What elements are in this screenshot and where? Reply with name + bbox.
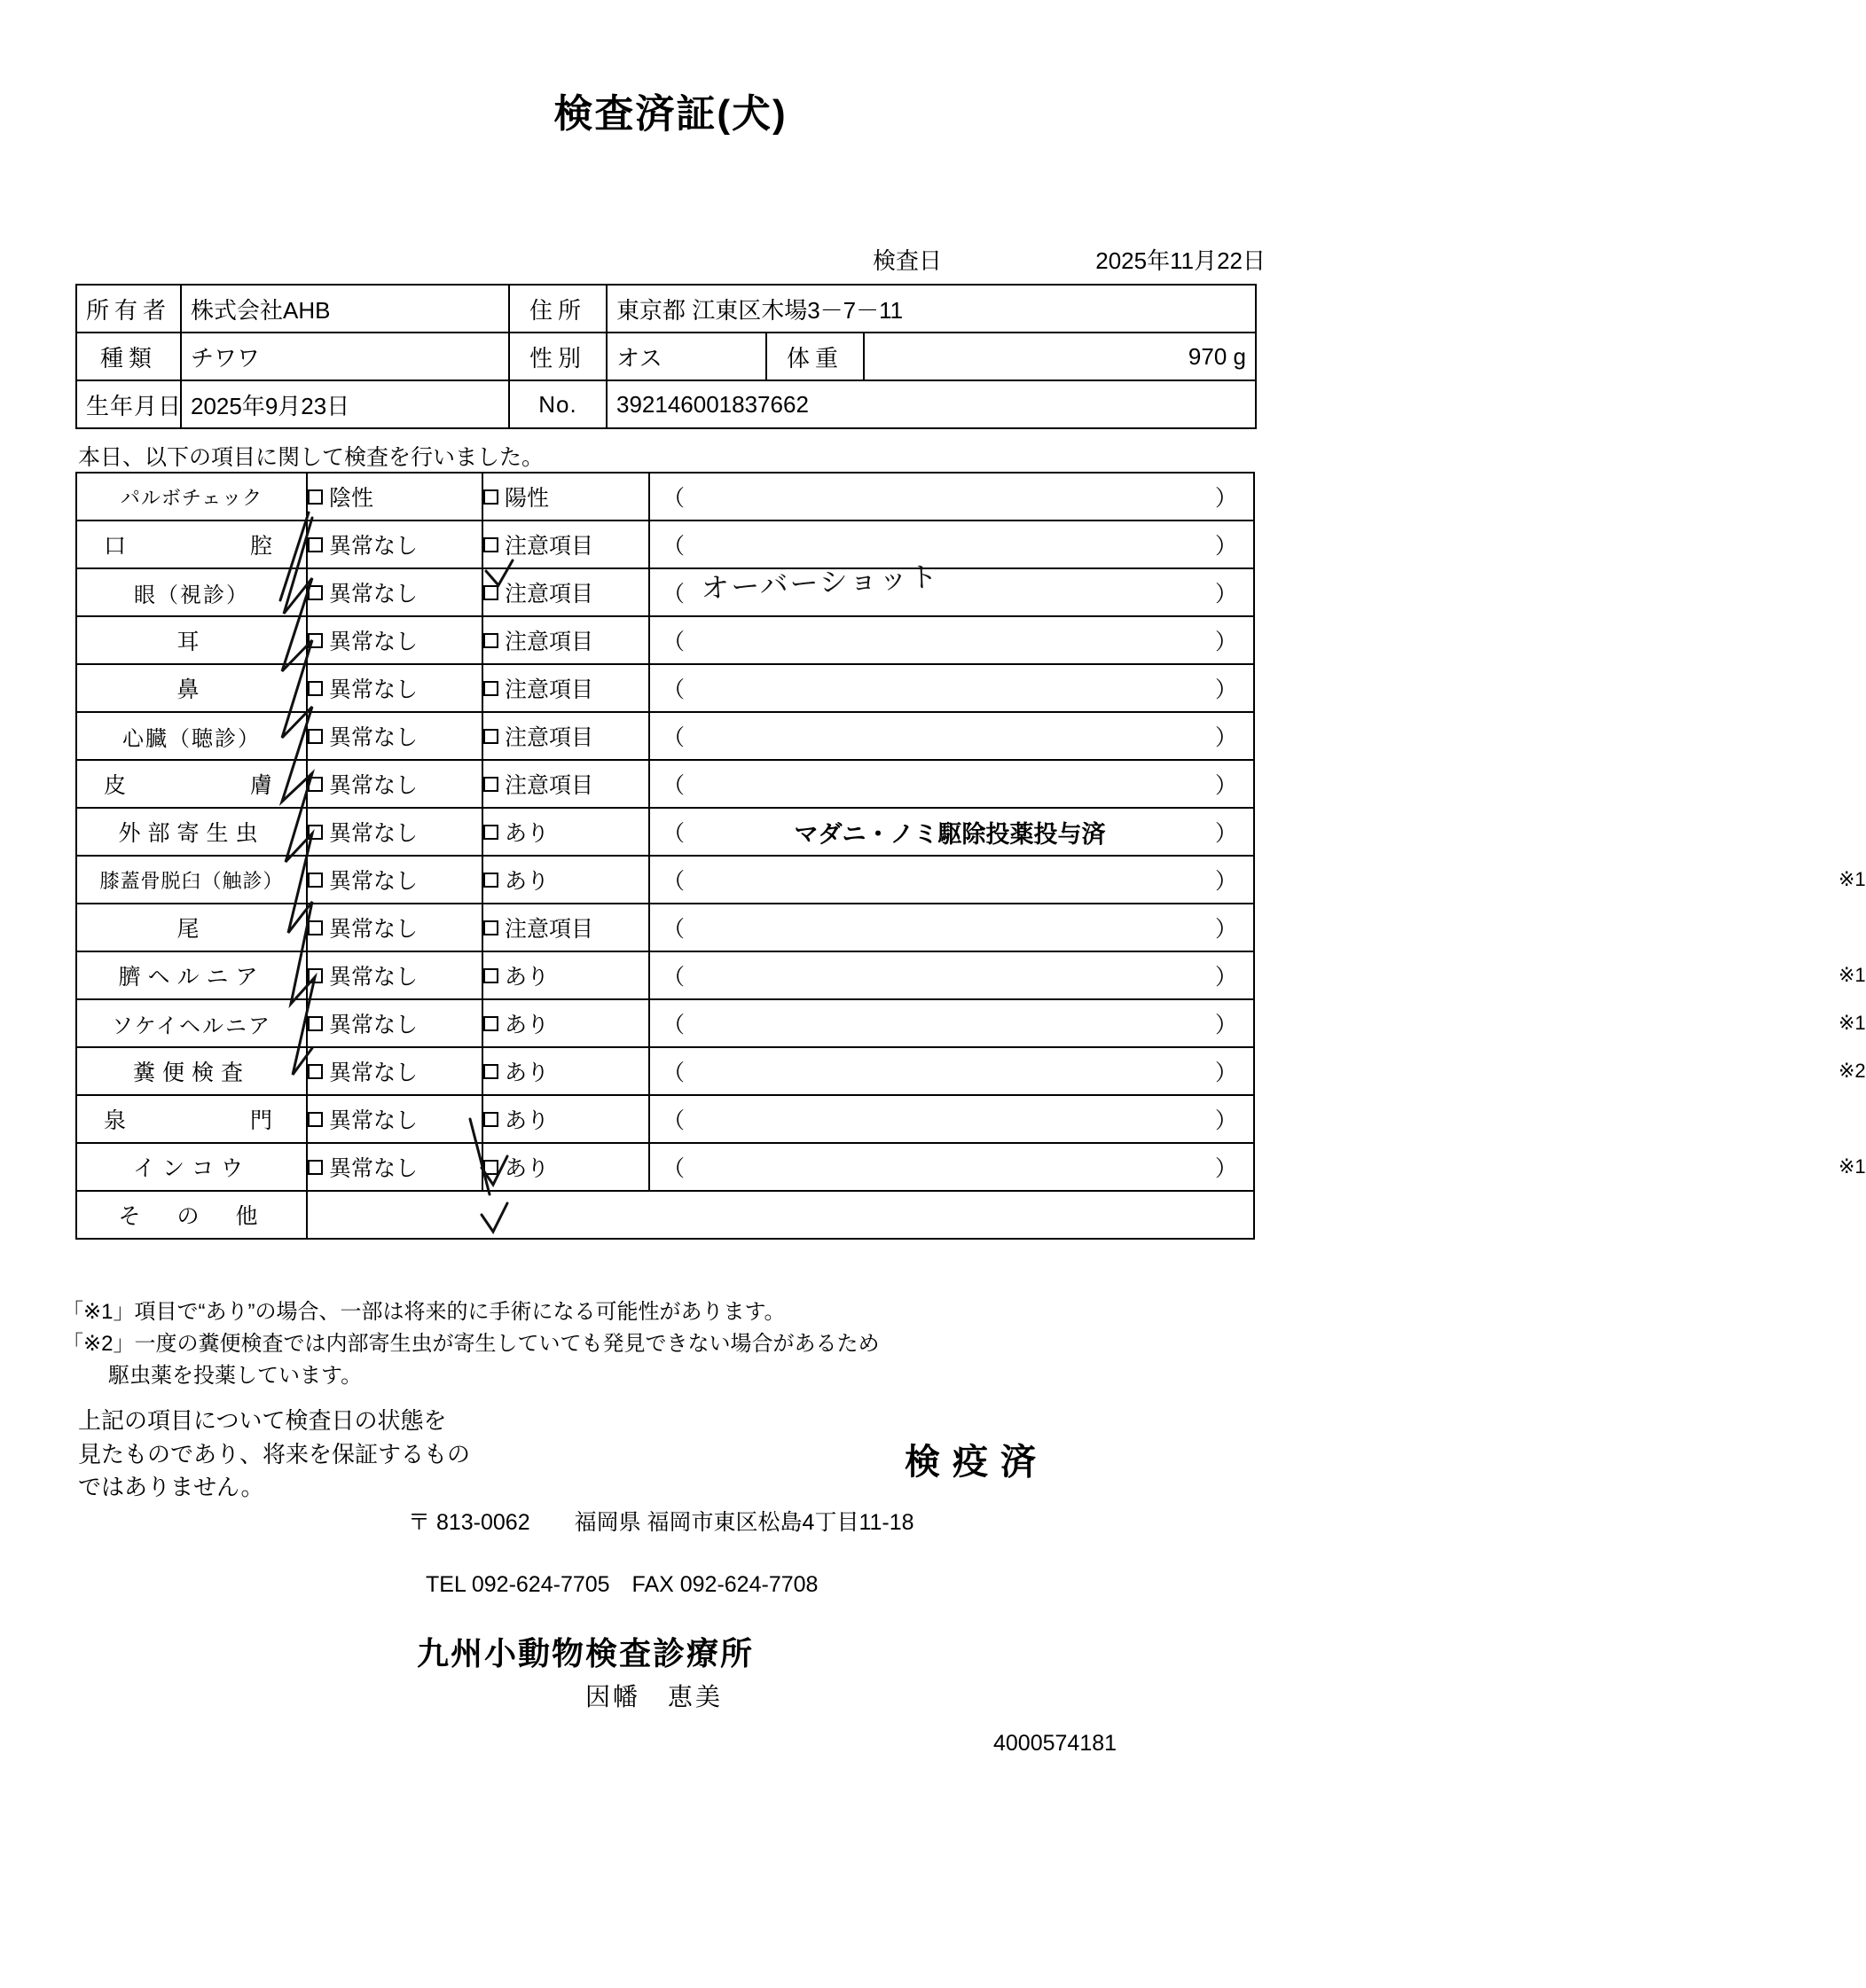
checklist-item-label	[76, 999, 307, 1047]
option-b-label: 注意項目	[505, 534, 594, 559]
checkbox-icon[interactable]	[308, 920, 323, 935]
checkbox-icon[interactable]	[483, 777, 498, 792]
checklist-option-b[interactable]	[482, 473, 649, 520]
disclaimer-line-2: 見たものであり、将来を保証するもの	[78, 1440, 471, 1468]
checklist-row	[76, 473, 1254, 520]
checklist-item-label	[76, 712, 307, 760]
weight-label: 体重	[766, 333, 864, 380]
paren-close: ）	[1214, 773, 1237, 798]
paren-close: ）	[1214, 1013, 1237, 1037]
table-row	[76, 380, 1256, 428]
checkbox-icon[interactable]	[483, 920, 498, 935]
microchip-no-value: 392146001837662	[607, 380, 1256, 428]
option-b-label: あり	[505, 1108, 550, 1133]
checklist-item-label	[76, 1047, 307, 1095]
checklist-remark-cell[interactable]	[649, 473, 1254, 520]
checkbox-icon[interactable]	[483, 1160, 498, 1175]
checkbox-icon[interactable]	[308, 489, 323, 505]
paren-open: （	[663, 486, 686, 511]
checklist-remark-cell[interactable]	[649, 568, 1254, 616]
option-b-label: あり	[505, 1156, 550, 1181]
checklist-item-text: 外部寄生虫	[118, 821, 265, 846]
paren-close: ）	[1214, 582, 1237, 607]
page-title: 検査済証(犬)	[553, 92, 788, 136]
checkbox-icon[interactable]	[483, 729, 498, 744]
checklist-item-text: 口 腔	[103, 534, 279, 559]
checklist-remark-cell[interactable]	[649, 951, 1866, 999]
checkbox-icon[interactable]	[483, 633, 498, 648]
clinic-name: 九州小動物検査診療所	[417, 1635, 755, 1671]
checklist-remark-cell[interactable]	[649, 760, 1254, 808]
checkbox-icon[interactable]	[308, 681, 323, 696]
checkbox-icon[interactable]	[483, 585, 498, 600]
checklist-item-text: ソケイヘルニア	[111, 1014, 272, 1038]
table-row	[76, 333, 1256, 380]
paren-open: （	[663, 773, 686, 798]
checklist-option-b[interactable]	[482, 1047, 649, 1095]
table-row	[76, 285, 1256, 333]
paren-close: ）	[1214, 534, 1237, 559]
option-b-label: 陽性	[505, 486, 550, 511]
checklist-option-b[interactable]	[482, 1143, 649, 1191]
inspection-checklist	[75, 472, 1866, 1240]
checklist-item-label	[76, 904, 307, 951]
option-a-label: 異常なし	[329, 965, 419, 990]
checkbox-icon[interactable]	[483, 825, 498, 840]
checklist-option-a[interactable]	[307, 856, 482, 904]
exam-date-row	[0, 243, 1341, 276]
certificate-page	[0, 82, 1866, 1988]
checklist-option-b[interactable]	[482, 808, 649, 856]
option-a-label: 異常なし	[329, 1013, 419, 1037]
disclaimer-line-3: ではありません。	[78, 1474, 264, 1501]
checklist-remark-cell[interactable]	[649, 856, 1866, 904]
option-b-label: 注意項目	[505, 582, 594, 607]
weight-value: 970 g	[864, 333, 1256, 380]
paren-open: （	[663, 1156, 686, 1181]
option-a-label: 異常なし	[329, 1108, 419, 1133]
checklist-option-b[interactable]	[482, 856, 649, 904]
checkbox-icon[interactable]	[483, 681, 498, 696]
handwritten-oral-note: オーバーショット	[700, 559, 941, 607]
checklist-row	[76, 520, 1254, 568]
checkbox-icon[interactable]	[483, 1112, 498, 1127]
checklist-item-label	[76, 856, 307, 904]
checklist-option-b[interactable]	[482, 712, 649, 760]
checklist-option-a[interactable]	[307, 520, 482, 568]
paren-close: ）	[1214, 821, 1237, 846]
checklist-item-label	[76, 1143, 307, 1191]
checklist-option-a[interactable]	[307, 760, 482, 808]
owner-info-table	[75, 284, 1255, 429]
option-a-label: 異常なし	[329, 677, 419, 702]
checklist-item-label	[76, 568, 307, 616]
option-a-label: 異常なし	[329, 725, 419, 750]
checklist-option-b[interactable]	[482, 999, 649, 1047]
paren-close: ）	[1214, 917, 1237, 942]
option-b-label: あり	[505, 821, 550, 846]
checklist-option-a[interactable]	[307, 999, 482, 1047]
disclaimer-line-1: 上記の項目について検査日の状態を	[78, 1407, 447, 1434]
checklist-remark-cell[interactable]	[649, 1143, 1866, 1191]
checklist-item-text: 皮 膚	[103, 773, 279, 798]
checklist-option-a[interactable]	[307, 473, 482, 520]
microchip-no-label: No.	[509, 380, 607, 428]
option-b-label: あり	[505, 1061, 550, 1085]
checklist-row	[76, 760, 1254, 808]
checklist-item-label	[76, 473, 307, 520]
paren-open: （	[663, 534, 686, 559]
checkbox-icon[interactable]	[483, 1064, 498, 1079]
checklist-option-b[interactable]	[482, 760, 649, 808]
footnote-marker: ※2	[1839, 1060, 1866, 1082]
paren-open: （	[663, 965, 686, 990]
checklist-option-a[interactable]	[307, 568, 482, 616]
checklist-option-a[interactable]	[307, 951, 482, 999]
checklist-row	[76, 951, 1254, 999]
checklist-remark-cell[interactable]	[649, 808, 1254, 856]
paren-open: （	[663, 630, 686, 654]
paren-open: （	[663, 1013, 686, 1037]
birthdate-label: 生年月日	[76, 380, 181, 428]
checklist-option-b[interactable]	[482, 616, 649, 664]
paren-open: （	[663, 677, 686, 702]
checklist-remark-cell[interactable]	[649, 712, 1254, 760]
option-a-label: 異常なし	[329, 582, 419, 607]
footnote-2-line1: 「※2」一度の糞便検査では内部寄生虫が寄生していても発見できない場合があるため	[62, 1332, 880, 1356]
paren-close: ）	[1214, 677, 1237, 702]
option-a-label: 異常なし	[329, 630, 419, 654]
checklist-row	[76, 904, 1254, 951]
other-free-field[interactable]	[307, 1191, 1254, 1239]
paren-open: （	[663, 1061, 686, 1085]
paren-close: ）	[1214, 869, 1237, 894]
remark-text: マダニ・ノミ駆除投薬投与済	[794, 820, 1106, 848]
checklist-remark-cell[interactable]	[649, 664, 1254, 712]
checklist-item-text: 泉 門	[103, 1108, 279, 1133]
checkbox-icon[interactable]	[308, 1160, 323, 1175]
owner-value: 株式会社AHB	[181, 285, 509, 333]
option-b-label: 注意項目	[505, 725, 594, 750]
checklist-item-text: 耳	[176, 630, 207, 654]
breed-value: チワワ	[181, 333, 509, 380]
checklist-row	[76, 712, 1254, 760]
checkbox-icon[interactable]	[308, 1112, 323, 1127]
checklist-row	[76, 1047, 1254, 1095]
checklist-row	[76, 568, 1254, 616]
checklist-remark-cell[interactable]	[649, 1047, 1866, 1095]
owner-label: 所有者	[76, 285, 181, 333]
footnote-marker: ※1	[1839, 868, 1866, 890]
checklist-row	[76, 1143, 1254, 1191]
checkbox-icon[interactable]	[308, 633, 323, 648]
checklist-row	[76, 1191, 1254, 1239]
checklist-item-label	[76, 664, 307, 712]
paren-open: （	[663, 1108, 686, 1133]
checklist-row	[76, 856, 1254, 904]
option-b-label: あり	[505, 869, 550, 894]
paren-open: （	[663, 821, 686, 846]
paren-close: ）	[1214, 1061, 1237, 1085]
checklist-option-a[interactable]	[307, 664, 482, 712]
checklist-item-text: 心臓（聴診）	[122, 726, 261, 751]
checkbox-icon[interactable]	[308, 968, 323, 983]
checklist-option-a[interactable]	[307, 616, 482, 664]
checklist-item-text: 尾	[176, 917, 207, 942]
option-b-label: 注意項目	[505, 917, 594, 942]
checklist-option-a[interactable]	[307, 808, 482, 856]
checklist-item-label	[76, 1095, 307, 1143]
checklist-item-label	[76, 1191, 307, 1239]
checklist-item-text: インコウ	[132, 1156, 250, 1181]
breed-label: 種類	[76, 333, 181, 380]
footnote-marker: ※1	[1839, 964, 1866, 986]
checkbox-icon[interactable]	[483, 1016, 498, 1031]
option-a-label: 異常なし	[329, 1061, 419, 1085]
checklist-remark-cell[interactable]	[649, 1095, 1254, 1143]
checklist-option-b[interactable]	[482, 1095, 649, 1143]
checklist-option-a[interactable]	[307, 1095, 482, 1143]
checklist-item-text: 鼻	[176, 677, 207, 702]
paren-close: ）	[1214, 630, 1237, 654]
checklist-remark-cell[interactable]	[649, 904, 1254, 951]
paren-close: ）	[1214, 1156, 1237, 1181]
checkbox-icon[interactable]	[308, 825, 323, 840]
clinic-address: 〒 813-0062 福岡県 福岡市東区松島4丁目11-18	[408, 1510, 914, 1535]
option-b-label: 注意項目	[505, 773, 594, 798]
paren-close: ）	[1214, 725, 1237, 750]
footnote-1: 「※1」項目で“あり”の場合、一部は将来的に手術になる可能性があります。	[62, 1300, 786, 1324]
checklist-option-b[interactable]	[482, 568, 649, 616]
paren-close: ）	[1214, 1108, 1237, 1133]
checkbox-icon[interactable]	[308, 873, 323, 888]
exam-date-label: 検査日	[872, 247, 942, 274]
document-number: 4000574181	[993, 1731, 1117, 1756]
sex-label: 性別	[509, 333, 607, 380]
quarantine-stamp: 検疫済	[905, 1443, 1048, 1482]
option-a-label: 異常なし	[329, 773, 419, 798]
paren-open: （	[663, 582, 686, 607]
checklist-option-b[interactable]	[482, 520, 649, 568]
checkbox-icon[interactable]	[483, 537, 498, 552]
checklist-row	[76, 1095, 1254, 1143]
option-b-label: 注意項目	[505, 677, 594, 702]
checklist-remark-cell[interactable]	[649, 616, 1254, 664]
checkbox-icon[interactable]	[308, 585, 323, 600]
option-b-label: あり	[505, 965, 550, 990]
sex-value: オス	[607, 333, 766, 380]
checkbox-icon[interactable]	[483, 968, 498, 983]
checklist-option-a[interactable]	[307, 1047, 482, 1095]
checklist-remark-cell[interactable]	[649, 520, 1254, 568]
paren-open: （	[663, 725, 686, 750]
paren-close: ）	[1214, 965, 1237, 990]
address-value: 東京都 江東区木場3－7－11	[607, 285, 1256, 333]
checklist-remark-cell[interactable]	[649, 999, 1866, 1047]
disclaimer-text	[78, 1405, 470, 1505]
option-a-label: 陰性	[329, 486, 374, 511]
checklist-item-text: そ の 他	[118, 1204, 265, 1229]
footnote-marker: ※1	[1839, 1012, 1866, 1034]
checklist-item-label	[76, 616, 307, 664]
checklist-item-text: 糞便検査	[132, 1061, 250, 1085]
checklist-item-text: パルボチェック	[120, 486, 263, 509]
checklist-option-b[interactable]	[482, 904, 649, 951]
checkbox-icon[interactable]	[308, 729, 323, 744]
veterinarian-name: 因幡 恵美	[585, 1683, 724, 1710]
paren-open: （	[663, 917, 686, 942]
option-a-label: 異常なし	[329, 534, 419, 559]
checklist-row	[76, 616, 1254, 664]
option-a-label: 異常なし	[329, 1156, 419, 1181]
checkbox-icon[interactable]	[483, 489, 498, 505]
checklist-item-label	[76, 760, 307, 808]
checkbox-icon[interactable]	[308, 537, 323, 552]
intro-text: 本日、以下の項目に関して検査を行いました。	[78, 445, 545, 470]
checklist-option-b[interactable]	[482, 664, 649, 712]
footnote-marker: ※1	[1839, 1155, 1866, 1178]
checkbox-icon[interactable]	[308, 777, 323, 792]
address-label: 住所	[509, 285, 607, 333]
option-a-label: 異常なし	[329, 917, 419, 942]
option-a-label: 異常なし	[329, 821, 419, 846]
checklist-row	[76, 808, 1254, 856]
clinic-phone: TEL 092-624-7705 FAX 092-624-7708	[426, 1572, 819, 1597]
checklist-item-label	[76, 808, 307, 856]
footnote-2-line2: 駆虫薬を投薬しています。	[108, 1364, 363, 1388]
birthdate-value: 2025年9月23日	[181, 380, 509, 428]
checklist-item-label	[76, 951, 307, 999]
checkbox-icon[interactable]	[308, 1016, 323, 1031]
checklist-option-b[interactable]	[482, 951, 649, 999]
footnotes	[62, 1296, 879, 1392]
checklist-item-text: 膝蓋骨脱臼（触診）	[99, 869, 284, 892]
checklist-row	[76, 664, 1254, 712]
checklist-item-text: 臍ヘルニア	[118, 965, 265, 990]
checklist-row	[76, 999, 1254, 1047]
paren-close: ）	[1214, 486, 1237, 511]
checklist-item-text: 眼（視診）	[134, 583, 249, 607]
checklist-option-a[interactable]	[307, 1143, 482, 1191]
checklist-option-a[interactable]	[307, 712, 482, 760]
option-b-label: 注意項目	[505, 630, 594, 654]
exam-date-value: 2025年11月22日	[1095, 247, 1266, 274]
option-b-label: あり	[505, 1013, 550, 1037]
paren-open: （	[663, 869, 686, 894]
checkbox-icon[interactable]	[308, 1064, 323, 1079]
checklist-option-a[interactable]	[307, 904, 482, 951]
checklist-item-label	[76, 520, 307, 568]
option-a-label: 異常なし	[329, 869, 419, 894]
checkbox-icon[interactable]	[483, 873, 498, 888]
